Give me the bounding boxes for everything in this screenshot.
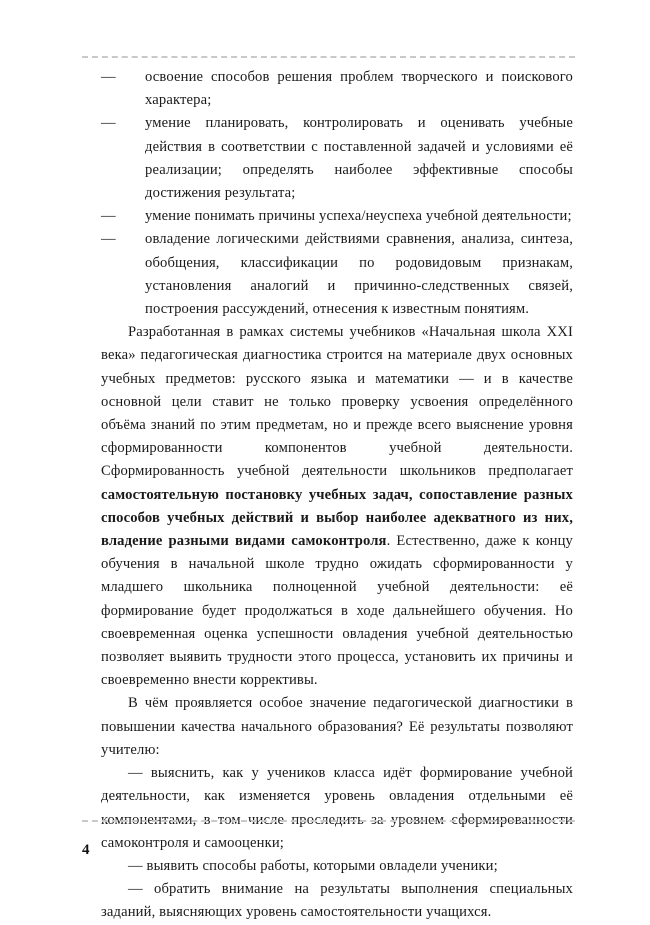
dash-list-item-text: — обратить внимание на результаты выполнения специальных заданий, выясняющих уровень самостоятельности учащихся. (101, 881, 573, 921)
paragraph-diagnostics-overview (101, 321, 573, 692)
list-item-text: овладение логическими действиями сравнения, анализа, синтеза, обобщения, классификации по родовидовым признакам, установления аналогий и причинно-следственных связей, построения рассуждений, отнесения к известным понятиям. (145, 231, 573, 318)
paragraph-text: В чём проявляется особое значение педагогической диагностики в повышении качества начального образования? Её результаты позволяют учителю: (101, 695, 573, 758)
dash-list-item-text: — выявить способы работы, которыми овладели ученики; (128, 857, 498, 874)
list-item (101, 205, 573, 228)
em-dash-marker: — (101, 231, 116, 248)
em-dash-marker: — (101, 208, 116, 225)
paragraph-text-tail: . Естественно, даже к концу обучения в начальной школе трудно ожидать сформированности у младшего школьника полноценной учебной деятельности: её формирование будет продолжаться в ходе дальнейшего обучения. Но своевременная оценка успешности овладения учебной деятельностью позволяет выявить трудности этого процесса, установить их причины и своевременно внести коррективы. (101, 533, 573, 689)
list-item (101, 112, 573, 205)
dash-list-item-text: — выяснить, как у учеников класса идёт формирование учебной деятельности, как изменяется уровень овладения отдельными её компонентами, в том числе проследить за уровнем сформированности самоконтроля и самооценки; (101, 765, 573, 851)
top-dashed-rule (82, 56, 575, 58)
list-item-text: умение планировать, контролировать и оценивать учебные действия в соответствии с поставленной задачей и условиями её реализации; определять наиболее эффективные способы достижения результата; (145, 115, 573, 202)
list-item-text: освоение способов решения проблем творческого и поискового характера; (145, 69, 573, 109)
dash-list-item (101, 762, 573, 855)
list-item-text: умение понимать причины успеха/неуспеха учебной деятельности; (145, 208, 572, 225)
dash-list-item (101, 855, 573, 878)
paragraph-text-lead: Разработанная в рамках системы учебников «Начальная школа XXI века» педагогическая диагностика строится на материале двух основных учебных предметов: русского языка и математики — и в качестве основной цели ставит не только проверку усвоения определённого объёма знаний по этим предметам, но и прежде всего выяснение уровня сформированности компонентов учебной деятельности. Сформированность учебной деятельности школьников предполагает (101, 324, 573, 480)
em-dash-marker: — (101, 69, 116, 85)
dash-list-item (101, 878, 573, 924)
list-item (101, 228, 573, 321)
bottom-dashed-rule (82, 820, 575, 822)
page-body-text (101, 66, 573, 925)
paragraph-significance-question (101, 692, 573, 762)
paragraph-text-emphasis: самостоятельную постановку учебных задач, сопоставление разных способов учебных действий и выбор наиболее адекватного из них, владение разными видами самоконтроля (101, 486, 573, 550)
page-number: 4 (82, 842, 90, 858)
list-item (101, 66, 573, 112)
em-dash-marker: — (101, 115, 116, 132)
